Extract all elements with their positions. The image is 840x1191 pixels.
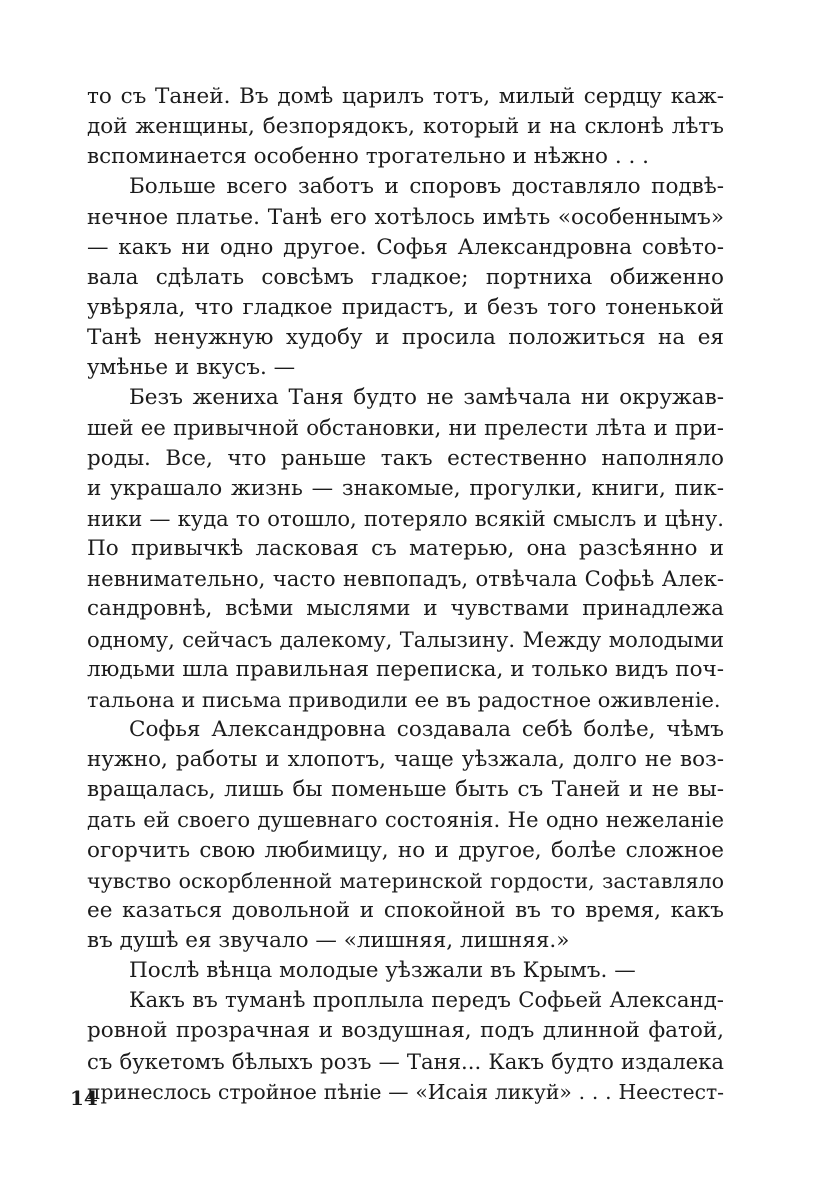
text-line: чувство оскорбленной материнской гордости, заставляло (87, 868, 724, 893)
text-line: умѣнье и вкусъ. — (87, 355, 296, 381)
paragraph (87, 956, 724, 986)
text-line: вращалась, лишь бы поменьше быть съ Таней и не вы- (87, 777, 724, 803)
text-line: увѣряла, что гладкое придастъ, и безъ того тоненькой (87, 294, 724, 320)
text-line: съ букетомъ бѣлыхъ розъ — Таня... Какъ будто издалека (87, 1048, 724, 1074)
text-line: людьми шла правильная переписка, и только видъ поч- (87, 656, 724, 682)
text-line: и украшало жизнь — знакомые, прогулки, книги, пик- (87, 475, 724, 501)
text-line: ровной прозрачная и воздушная, подъ длинной фатой, (87, 1018, 724, 1044)
page-number: 14 (70, 1086, 98, 1110)
text-line: нужно, работы и хлопотъ, чаще уѣзжала, долго не воз- (87, 747, 724, 773)
text-line: Танѣ ненужную худобу и просила положиться на ея (87, 325, 724, 351)
text-line: По привычкѣ ласковая съ матерью, она разсѣянно и (87, 536, 724, 562)
text-line: ее казаться довольной и спокойной въ то время, какъ (87, 897, 724, 923)
text-line: Какъ въ туманѣ проплыла передъ Софьей Александ- (129, 988, 724, 1014)
text-line: принеслось стройное пѣніе — «Исаія ликуй» . . . Неестест- (87, 1079, 724, 1104)
text-line: вспоминается особенно трогательно и нѣжно . . . (87, 144, 650, 170)
text-line: Послѣ вѣнца молодые уѣзжали въ Крымъ. — (129, 958, 636, 984)
text-line: одному, сейчасъ далекому, Талызину. Между молодыми (87, 626, 724, 652)
text-line: огорчить свою любимицу, но и другое, болѣе сложное (87, 837, 724, 863)
text-line: ники — куда то отошло, потеряло всякій смыслъ и цѣну. (87, 505, 724, 531)
page-text (87, 82, 724, 1107)
text-line: то съ Таней. Въ домѣ царилъ тотъ, милый сердцу каж- (87, 84, 724, 109)
text-line: дать ей своего душевнаго состоянія. Не одно нежеланіе (87, 807, 724, 833)
text-line: вала сдѣлать совсѣмъ гладкое; портниха обиженно (87, 264, 724, 290)
text-line: тальона и письма приводили ее въ радостное оживленіе. (87, 687, 721, 712)
text-line: нечное платье. Танѣ его хотѣлось имѣть «особеннымъ» (87, 204, 724, 230)
paragraph (87, 715, 724, 956)
paragraph (87, 986, 724, 1107)
text-line: шей ее привычной обстановки, ни прелести лѣта и при- (87, 415, 724, 441)
text-line: Безъ жениха Таня будто не замѣчала ни окружав- (129, 385, 724, 411)
text-line: — какъ ни одно другое. Софья Александровна совѣто- (87, 234, 724, 260)
text-line: дой женщины, безпорядокъ, который и на склонѣ лѣтъ (87, 114, 724, 140)
text-line: невнимательно, часто невпопадъ, отвѣчала Софьѣ Алек- (87, 566, 724, 592)
text-line: роды. Все, что раньше такъ естественно наполняло (87, 445, 724, 471)
paragraph (87, 82, 724, 172)
text-line: въ душѣ ея звучало — «лишняя, лишняя.» (87, 927, 570, 953)
text-line: Больше всего заботъ и споровъ доставляло подвѣ- (129, 174, 724, 200)
paragraph (87, 383, 724, 715)
text-line: сандровнѣ, всѣми мыслями и чувствами принадлежа (87, 596, 724, 622)
text-line: Софья Александровна создавала себѣ болѣе, чѣмъ (129, 716, 724, 742)
paragraph (87, 172, 724, 383)
